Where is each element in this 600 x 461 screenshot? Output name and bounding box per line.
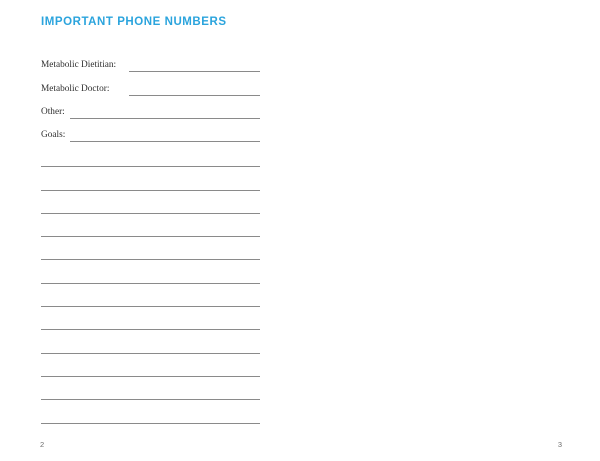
right-page	[300, 0, 600, 461]
blank-note-line[interactable]	[41, 167, 260, 190]
form-row-other	[41, 98, 260, 121]
write-in-line-metabolic-dietitian[interactable]	[129, 71, 260, 72]
label-other: Other:	[41, 106, 65, 117]
label-metabolic-doctor: Metabolic Doctor:	[41, 83, 110, 94]
label-metabolic-dietitian: Metabolic Dietitian:	[41, 60, 117, 71]
important-phone-numbers-heading: IMPORTANT PHONE NUMBERS	[41, 16, 227, 28]
blank-note-line[interactable]	[41, 144, 260, 167]
write-in-line-metabolic-doctor[interactable]	[129, 95, 260, 96]
write-in-line-goals[interactable]	[70, 141, 260, 142]
page-number-left: 2	[40, 440, 45, 449]
blank-note-lines	[41, 144, 260, 424]
label-goals: Goals:	[41, 130, 66, 141]
blank-note-line[interactable]	[41, 284, 260, 307]
blank-note-line[interactable]	[41, 400, 260, 423]
form-row-goals	[41, 121, 260, 144]
blank-note-line[interactable]	[41, 214, 260, 237]
blank-note-line[interactable]	[41, 260, 260, 283]
blank-note-line[interactable]	[41, 330, 260, 353]
blank-note-line[interactable]	[41, 307, 260, 330]
form-row-metabolic-dietitian	[41, 51, 260, 74]
write-in-line-other[interactable]	[70, 118, 260, 119]
blank-note-line[interactable]	[41, 377, 260, 400]
blank-note-line[interactable]	[41, 191, 260, 214]
blank-note-line[interactable]	[41, 354, 260, 377]
contact-form	[41, 51, 260, 144]
page-number-right: 3	[557, 440, 562, 449]
form-row-metabolic-doctor	[41, 74, 260, 97]
blank-note-line[interactable]	[41, 237, 260, 260]
